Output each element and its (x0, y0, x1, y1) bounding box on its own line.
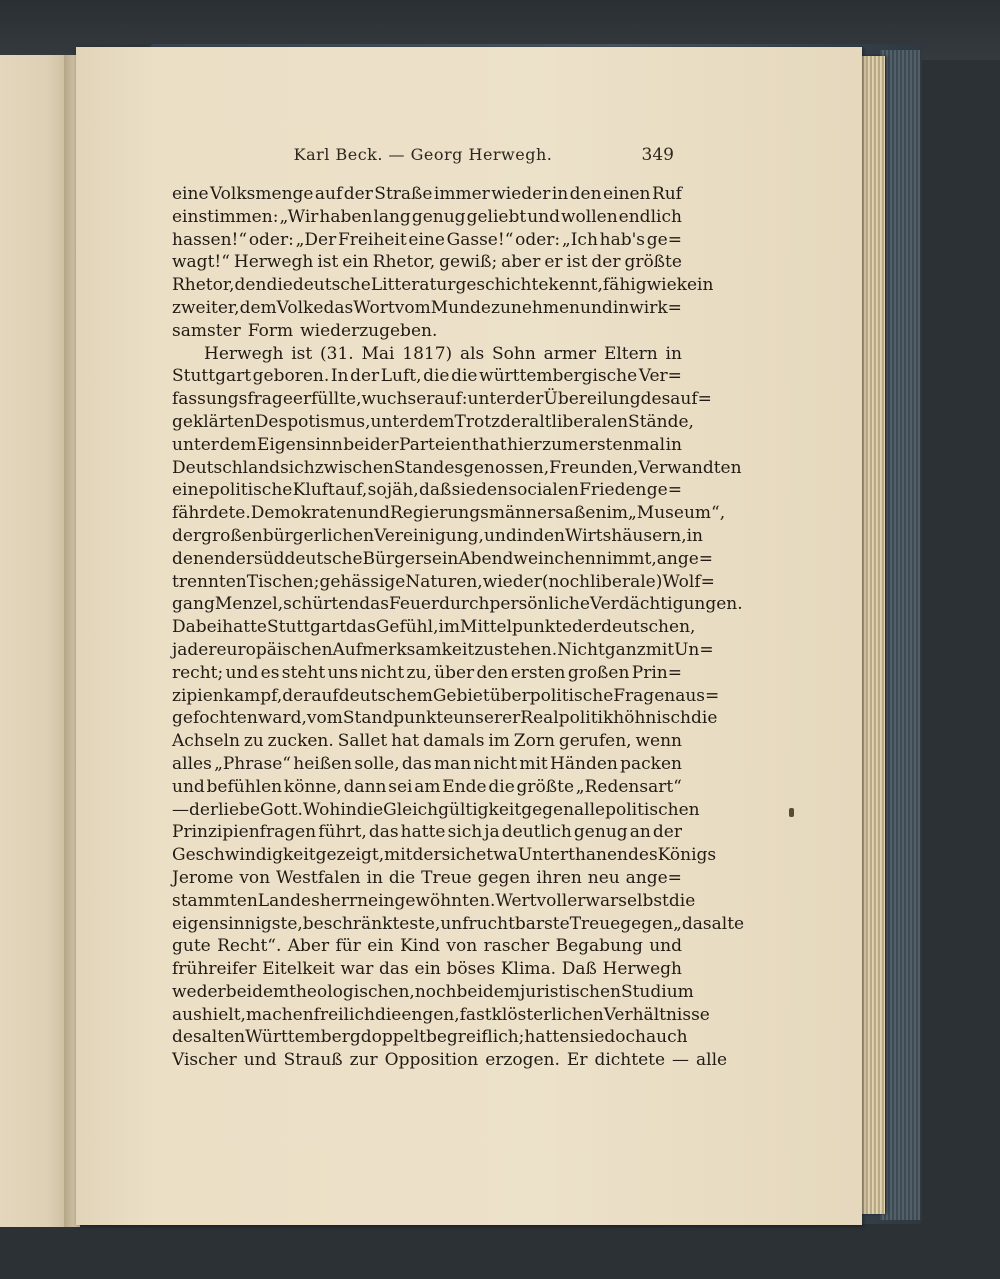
text-line: und befühlen könne, dann sei am Ende die größte „Redensart“ (172, 776, 682, 797)
text-line: einstimmen: „Wir haben lang genug geliebt und wollen endlich (172, 206, 682, 227)
text-line: Stuttgart geboren. In der Luft, die die württembergische Ver= (172, 366, 682, 387)
text-line: trennten Tischen; gehässige Naturen, wie der (noch liberale) Wolf= (172, 571, 715, 592)
book-spine-edge (880, 50, 920, 1220)
running-title: Karl Beck. — Georg Herwegh. (293, 145, 553, 164)
text-line: weder bei dem theologischen, noch bei dem juristischen Studium (172, 981, 694, 1002)
text-line: Herwegh ist (31. Mai 1817) als Sohn armer Eltern in (204, 343, 682, 364)
running-header (172, 145, 674, 167)
text-line: aushielt, machen freilich die engen, fast klösterlichen Verhältnisse (172, 1004, 710, 1025)
left-page (0, 55, 68, 1227)
text-line: stammten Landesherrn eingewöhnten. Wertvoller war selbst die (172, 890, 696, 911)
text-line: fährdete. Demokraten und Regierungsmänner saßen im „Museum“, (172, 503, 726, 524)
text-line: Geschwindigkeit gezeigt, mit der sich etwa Unterthanen des Königs (172, 845, 717, 866)
text-line: zweiter, dem Volke das Wort vom Munde zu nehmen und in wirk= (172, 297, 682, 318)
text-line: alles „Phrase“ heißen solle, das man nicht mit Händen packen (172, 753, 682, 774)
text-line: gefochten ward, vom Standpunkte unserer Realpolitik höhnisch die (172, 708, 718, 729)
text-line: Prinzipienfragen führt, das hatte sich ja deutlich genug an der (172, 822, 682, 843)
text-line: unter dem Eigensinn beider Parteien that hier zum erstenmal in (172, 434, 682, 455)
text-line: zipienkampf, der auf deutschem Gebiet über politische Fragen aus= (172, 685, 720, 706)
text-line: des alten Württemberg doppelt begreiflich; hatten sie doch auch (172, 1027, 688, 1048)
text-line: samster Form wiederzugeben. (172, 320, 438, 341)
text-line: geklärten Despotismus, unter dem Trotz der altliberalen Stände, (172, 411, 694, 432)
text-line: hassen!“ oder: „Der Freiheit eine Gasse!“ oder: „Ich hab's ge= (172, 229, 682, 250)
text-line: Dabei hatte Stuttgart das Gefühl, im Mittelpunkte der deutschen, (172, 617, 696, 638)
text-line: Vischer und Strauß zur Opposition erzogen. Er dichtete — alle (172, 1050, 728, 1071)
text-line: fassungsfrage erfüllte, wuchs er auf: unter der Übereilung des auf= (172, 389, 712, 410)
text-line: der großen bürgerlichen Vereinigung, und in den Wirtshäusern, in (172, 525, 703, 546)
body-text (172, 183, 745, 1072)
text-line: Rhetor, den die deutsche Litteraturgeschichte kennt, fähig wie kein (172, 275, 714, 296)
text-line: eigensinnigste, beschränkteste, unfruchtbarste Treue gegen „das alte (172, 913, 745, 934)
page-number: 349 (641, 145, 674, 165)
text-line: eine politische Kluft auf, so jäh, daß sie den socialen Frieden ge= (172, 480, 682, 501)
text-line: recht; und es steht uns nicht zu, über den ersten großen Prin= (172, 662, 682, 683)
text-line: Achseln zu zucken. Sallet hat damals im Zorn gerufen, wenn (172, 731, 682, 752)
text-line: Deutschland sich zwischen Standesgenossen, Freunden, Verwandten (172, 457, 742, 478)
text-line: denen der süddeutsche Bürger sein Abendweinchen nimmt, an ge= (172, 548, 714, 569)
text-line: wagt!“ Herwegh ist ein Rhetor, gewiß; aber er ist der größte (172, 252, 682, 273)
text-line: — der liebe Gott. Wohin die Gleichgültigkeit gegen alle politischen (172, 799, 700, 820)
text-line: gang Menzel, schürten das Feuer durch persönliche Verdächtigungen. (172, 594, 743, 615)
ink-mark (789, 808, 794, 817)
text-line: Jerome von Westfalen in die Treue gegen ihren neu ange= (172, 867, 682, 888)
text-line: frühreifer Eitelkeit war das ein böses Klima. Daß Herwegh (172, 959, 682, 980)
text-line: eine Volksmenge auf der Straße immer wieder in den einen Ruf (172, 184, 682, 204)
text-line: ja der europäischen Aufmerksamkeit zu stehen. Nicht ganz mit Un= (172, 639, 714, 660)
text-line: gute Recht“. Aber für ein Kind von rascher Begabung und (172, 936, 682, 957)
